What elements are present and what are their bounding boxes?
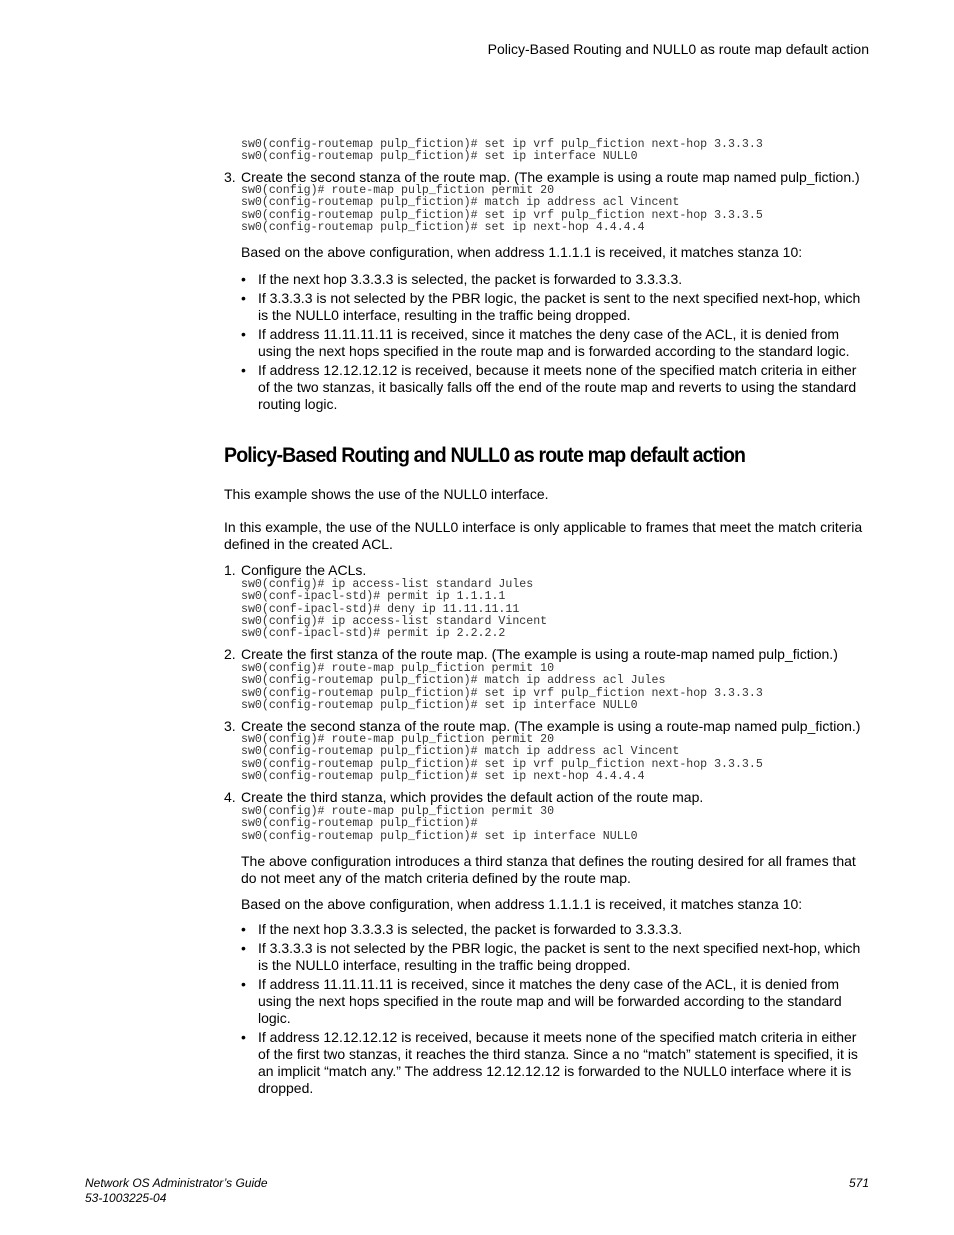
step-text: Create the second stanza of the route map. (The example is using a route-map named pulp_fiction.) — [241, 718, 861, 734]
bullet-item — [241, 1029, 866, 1097]
step-number: 4. — [224, 789, 236, 805]
code-block: sw0(config)# route-map pulp_fiction permit 10 sw0(config-routemap pulp_fiction)# match ip address acl Jules sw0(config-routemap pulp_fiction)# set ip vrf pulp_fiction next-hop 3.3.3.3 sw0(config-routemap pulp_fiction)# set ip interface NULL0 — [241, 662, 763, 712]
bullet-glyph: • — [241, 1029, 246, 1045]
step-text: Create the third stanza, which provides the default action of the route map. — [241, 789, 704, 805]
step-text: Create the first stanza of the route map. (The example is using a route-map named pulp_fiction.) — [241, 646, 838, 662]
bullet-item — [241, 290, 866, 324]
step-number: 3. — [224, 169, 236, 185]
bullet-glyph: • — [241, 362, 246, 378]
bullet-glyph: • — [241, 290, 246, 306]
bullet-text: If the next hop 3.3.3.3 is selected, the packet is forwarded to 3.3.3.3. — [258, 921, 683, 937]
step-text: Configure the ACLs. — [241, 562, 367, 578]
bullet-item — [241, 976, 866, 1027]
code-block: sw0(config)# route-map pulp_fiction permit 20 sw0(config-routemap pulp_fiction)# match ip address acl Vincent sw0(config-routemap pulp_fiction)# set ip vrf pulp_fiction next-hop 3.3.3.5 sw0(config-routemap pulp_fiction)# set ip next-hop 4.4.4.4 — [241, 184, 763, 234]
bullet-item — [241, 271, 866, 288]
section-heading: Policy-Based Routing and NULL0 as route map default action — [224, 444, 746, 467]
paragraph: In this example, the use of the NULL0 interface is only applicable to frames that meet the match criteria defined in the created ACL. — [224, 519, 863, 552]
bullet-item — [241, 326, 866, 360]
bullet-text: If address 11.11.11.11 is received, since it matches the deny case of the ACL, it is denied from using the next hops specified in the route map and is forwarded according to the standard logic. — [258, 326, 850, 359]
bullet-text: If 3.3.3.3 is not selected by the PBR logic, the packet is sent to the next specified next-hop, which is the NULL0 interface, resulting in the traffic being dropped. — [258, 290, 861, 323]
code-block: sw0(config-routemap pulp_fiction)# set ip vrf pulp_fiction next-hop 3.3.3.3 sw0(config-routemap pulp_fiction)# set ip interface NULL0 — [241, 138, 763, 164]
footer-left — [85, 1176, 268, 1206]
step-number: 1. — [224, 562, 236, 578]
doc-number: 53-1003225-04 — [85, 1191, 167, 1205]
paragraph: Based on the above configuration, when address 1.1.1.1 is received, it matches stanza 10: — [241, 896, 803, 912]
step-item — [224, 562, 367, 579]
code-block: sw0(config)# route-map pulp_fiction permit 30 sw0(config-routemap pulp_fiction)# sw0(config-routemap pulp_fiction)# set ip interface NULL0 — [241, 805, 638, 843]
step-number: 2. — [224, 646, 236, 662]
step-item — [224, 646, 838, 663]
code-block: sw0(config)# route-map pulp_fiction permit 20 sw0(config-routemap pulp_fiction)# match ip address acl Vincent sw0(config-routemap pulp_fiction)# set ip vrf pulp_fiction next-hop 3.3.3.5 sw0(config-routemap pulp_fiction)# set ip next-hop 4.4.4.4 — [241, 733, 763, 783]
page-number: 571 — [848, 1176, 869, 1190]
bullet-text: If address 12.12.12.12 is received, because it meets none of the specified match criteria in either of the first two stanzas, it reaches the third stanza. Since a no “match” statement is specified, it is an implicit “match any.” The address 12.12.12.12 is forwarded to the NULL0 interface where it is dropped. — [258, 1029, 858, 1096]
bullet-glyph: • — [241, 976, 246, 992]
bullet-text: If 3.3.3.3 is not selected by the PBR logic, the packet is sent to the next specified next-hop, which is the NULL0 interface, resulting in the traffic being dropped. — [258, 940, 861, 973]
bullet-text: If address 12.12.12.12 is received, because it meets none of the specified match criteria in either of the two stanzas, it basically falls off the end of the route map and reverts to using the standard routing logic. — [258, 362, 857, 412]
bullet-glyph: • — [241, 271, 246, 287]
guide-title: Network OS Administrator’s Guide — [85, 1176, 268, 1190]
step-text: Create the second stanza of the route map. (The example is using a route map named pulp_fiction.) — [241, 169, 860, 185]
running-header: Policy-Based Routing and NULL0 as route map default action — [487, 41, 869, 57]
paragraph: The above configuration introduces a third stanza that defines the routing desired for all frames that do not meet any of the match criteria defined by the route map. — [241, 853, 856, 886]
bullet-item — [241, 362, 866, 413]
bullet-glyph: • — [241, 921, 246, 937]
bullet-item — [241, 921, 866, 938]
bullet-item — [241, 940, 866, 974]
paragraph: This example shows the use of the NULL0 interface. — [224, 486, 549, 502]
code-block: sw0(config)# ip access-list standard Jules sw0(conf-ipacl-std)# permit ip 1.1.1.1 sw0(conf-ipacl-std)# deny ip 11.11.11.11 sw0(config)# ip access-list standard Vincent sw0(conf-ipacl-std)# permit ip 2.2.2.2 — [241, 578, 548, 641]
bullet-text: If the next hop 3.3.3.3 is selected, the packet is forwarded to 3.3.3.3. — [258, 271, 683, 287]
bullet-glyph: • — [241, 940, 246, 956]
bullet-list — [241, 271, 866, 413]
step-item — [224, 789, 704, 806]
bullet-text: If address 11.11.11.11 is received, since it matches the deny case of the ACL, it is denied from using the next hops specified in the route map and will be forwarded according to the standard logic. — [258, 976, 842, 1026]
paragraph: Based on the above configuration, when address 1.1.1.1 is received, it matches stanza 10: — [241, 244, 803, 260]
step-number: 3. — [224, 718, 236, 734]
bullet-glyph: • — [241, 326, 246, 342]
bullet-list — [241, 921, 866, 1097]
